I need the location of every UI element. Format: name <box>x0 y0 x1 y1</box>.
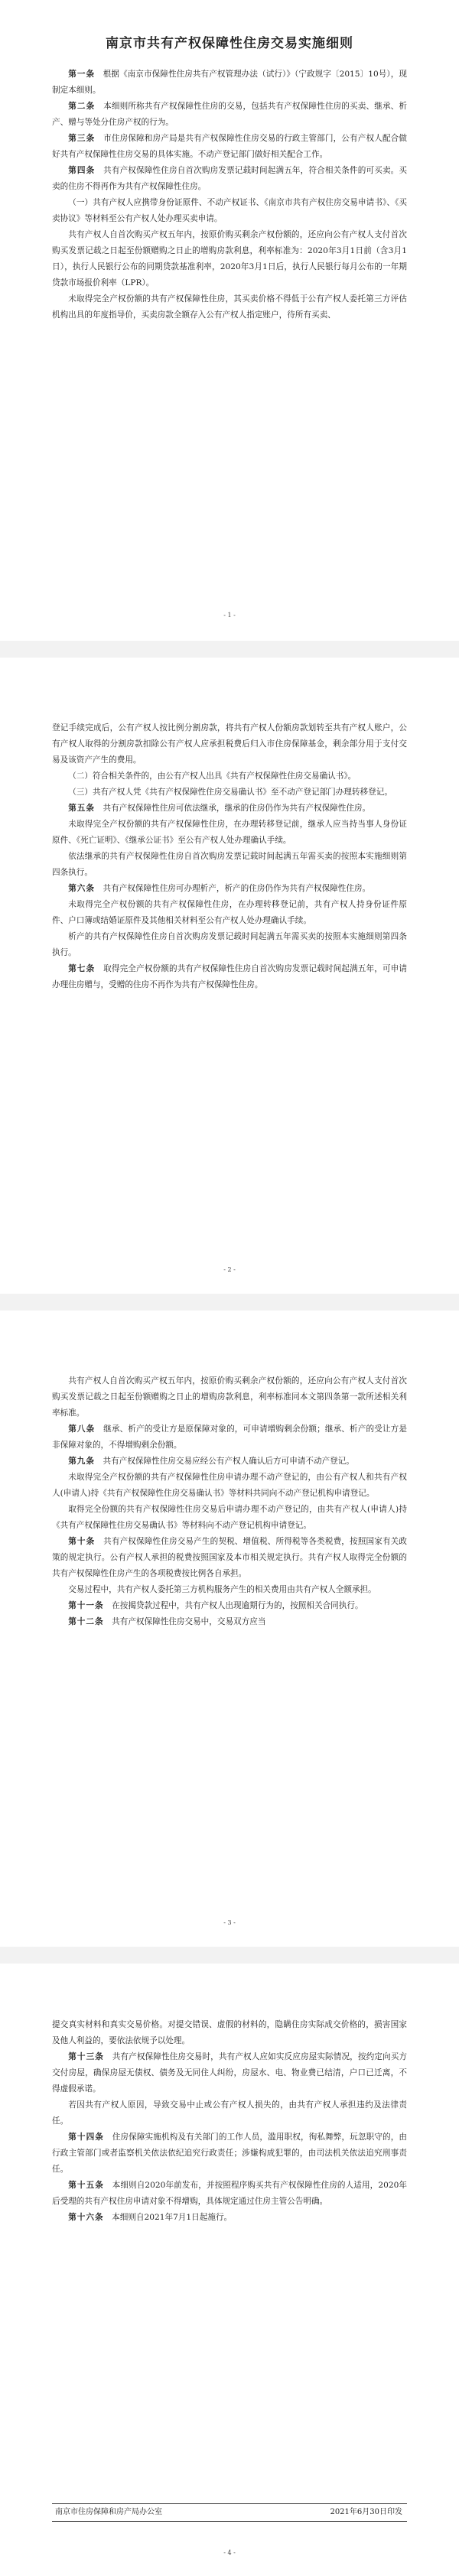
paragraph-text: 共有产权保障性住房交易时，共有产权人应如实反应房屋实际情况，按约定向买方交付房屋，确保房屋无债权、债务及无同住人纠纷，房屋水、电、物业费已结清，户口已迁离，不得虚假承诺。 <box>52 2052 408 2094</box>
paragraph-text: （一）共有产权人应携带身份证原件、不动产权证书、《南京市共有产权住房交易申请书》、《买卖协议》等材料至公有产权人处办理买卖申请。 <box>52 198 407 223</box>
paragraph-text: 根据《南京市保障性住房共有产权管理办法（试行）》（宁政规字〔2015〕10号），现制定本细则。 <box>52 70 408 95</box>
paragraph-text: 未取得完全产权份额的共有产权保障性住房，在办理转移登记前，共有产权人持身份证件原件、户口簿或结婚证原件及其他相关材料至公有产权人处办理确认手续。 <box>52 900 407 925</box>
body-paragraph <box>52 817 407 849</box>
article-paragraph <box>52 1421 407 1454</box>
paragraph-text: 本细则所称共有产权保障性住房的交易，包括共有产权保障性住房的买卖、继承、析产、赠与等处分住房产权的行为。 <box>52 102 408 127</box>
article-paragraph <box>52 2129 407 2178</box>
article-number: 第一条 <box>68 70 96 79</box>
body-paragraph <box>52 227 407 291</box>
paragraph-list <box>52 2017 407 2226</box>
document-title: 南京市共有产权保障性住房交易实施细则 <box>106 36 353 51</box>
body-paragraph <box>52 768 407 784</box>
article-number: 第十三条 <box>68 2052 105 2061</box>
page-content <box>52 1373 407 1630</box>
paragraph-text: 在按揭贷款过程中，共有产权人出现逾期行为的，按照相关合同执行。 <box>103 1601 363 1610</box>
body-paragraph <box>52 1470 407 1502</box>
page-number: - 2 - <box>223 1266 236 1273</box>
article-paragraph <box>52 801 407 817</box>
page-number: - 1 - <box>223 612 236 619</box>
paragraph-text: 共有产权人自首次购买产权五年内，按原价购买剩余产权份额的，还应向公有产权人支付首次购买发票记载之日起至份额赠购之日止的增购房款利息，利率标准为：2020年3月1日前（含3月1日），执行人民银行公布的同期贷款基准利率，2020年3月1日后，执行人民银行每月公布的一年期贷款市场报价利率（LPR）。 <box>52 230 407 287</box>
paragraph-text: （二）符合相关条件的，由公有产权人出具《共有产权保障性住房交易确认书》。 <box>68 772 356 781</box>
article-number: 第十条 <box>68 1537 96 1546</box>
paragraph-text: 市住房保障和房产局是共有产权保障性住房交易的行政主管部门，公有产权人配合做好共有产权保障性住房交易的具体实施。不动产登记部门做好相关配合工作。 <box>52 134 408 159</box>
article-paragraph <box>52 2178 407 2210</box>
body-paragraph <box>52 1502 407 1534</box>
paragraph-text: 析产的共有产权保障性住房自首次购房发票记载时间起满五年需买卖的按照本实施细则第四条执行。 <box>52 932 407 957</box>
article-number: 第十六条 <box>68 2213 104 2222</box>
body-paragraph <box>52 2017 407 2049</box>
paragraph-text: 依法继承的共有产权保障性住房自首次购房发票记载时间起满五年需买卖的按照本实施细则第四条执行。 <box>52 852 407 877</box>
paragraph-list <box>52 1373 407 1630</box>
article-paragraph <box>52 881 407 897</box>
article-paragraph <box>52 1598 407 1614</box>
paragraph-text: 继承、析产的受让方是原保障对象的，可申请增购剩余份额；继承、析产的受让方是非保障对象的，不得增购剩余份额。 <box>52 1424 408 1450</box>
issue-date: 2021年6月30日印发 <box>330 2508 402 2516</box>
paragraph-text: 登记手续完成后，公有产权人按比例分割房款，将共有产权人份额房款划转至共有产权人账户，公有产权人取得的分割房款扣除公有产权人应承担税费后归入市住房保障基金，剩余部分用于支付交易及该资产产生的费用。 <box>52 723 407 765</box>
article-number: 第十二条 <box>68 1617 104 1626</box>
article-paragraph <box>52 2210 407 2226</box>
article-number: 第六条 <box>68 884 95 893</box>
paragraph-text: 本细则自2020年前发布，并按照程序购买共有产权保障性住房的人适用，2020年后受理的共有产权住房申请对象不得增购，具体规定通过住房主管公告明确。 <box>52 2181 408 2206</box>
article-paragraph <box>52 2049 407 2097</box>
paragraph-text: 未取得完全产权份额的共有产权保障性住房，其买卖价格不得低于公有产权人委托第三方评估机构出具的年度指导价，买卖房款全额存入公有产权人指定账户，待所有买卖、 <box>52 294 407 320</box>
document-page-1 <box>0 0 459 641</box>
paragraph-text: 取得完全份额的共有产权保障性住房交易后申请办理不动产登记的，由共有产权人(申请人)持《共有产权保障性住房交易确认书》等材料向不动产登记机构申请登记。 <box>52 1505 407 1530</box>
article-paragraph <box>52 1534 407 1582</box>
article-number: 第十一条 <box>68 1601 104 1610</box>
paragraph-text: 共有产权保障性住房可依法继承，继承的住房仍作为共有产权保障性住房。 <box>94 804 371 813</box>
article-number: 第五条 <box>68 804 95 813</box>
paragraph-text: 本细则自2021年7月1日起施行。 <box>103 2213 233 2222</box>
article-number: 第十四条 <box>68 2133 105 2142</box>
article-paragraph <box>52 961 407 993</box>
article-paragraph <box>52 131 407 163</box>
body-paragraph <box>52 849 407 881</box>
document-page-2 <box>0 658 459 1294</box>
paragraph-text: （三）共有产权人凭《共有产权保障性住房交易确认书》至不动产登记部门办理转移登记。 <box>68 788 392 797</box>
document-page-3 <box>0 1311 459 1947</box>
article-number: 第七条 <box>68 964 96 973</box>
article-paragraph <box>52 67 407 99</box>
page-content <box>52 32 407 323</box>
paragraph-text: 未取得完全产权份额的共有产权保障性住房，在办理转移登记前，继承人应当持当事人身份证原件、《死亡证明》、《继承公证书》至公有产权人处办理确认手续。 <box>52 820 407 845</box>
page-number: - 3 - <box>223 1919 236 1926</box>
article-paragraph <box>52 99 407 131</box>
paragraph-text: 交易过程中，共有产权人委托第三方机构服务产生的相关费用由共有产权人全额承担。 <box>68 1585 376 1594</box>
article-paragraph <box>52 1614 407 1630</box>
document-page-4 <box>0 1964 459 2576</box>
body-paragraph <box>52 2097 407 2129</box>
body-paragraph <box>52 1373 407 1421</box>
article-number: 第八条 <box>68 1424 96 1434</box>
page-number: - 4 - <box>223 2549 236 2556</box>
article-number: 第十五条 <box>68 2181 104 2190</box>
issuer-name: 南京市住房保障和房产局办公室 <box>55 2508 162 2516</box>
paragraph-text: 若因共有产权人原因，导致交易中止或公有产权人损失的，由共有产权人承担违约及法律责任。 <box>52 2100 407 2126</box>
paragraph-text: 取得完全产权份额的共有产权保障性住房自首次购房发票记载时间起满五年，可申请办理住房赠与，受赠的住房不再作为共有产权保障性住房。 <box>52 964 408 989</box>
page-content <box>52 720 407 993</box>
paragraph-text: 提交真实材料和真实交易价格。对提交错误、虚假的材料的，隐瞒住房实际成交价格的，损害国家及他人利益的，要依法依规予以处理。 <box>52 2020 407 2045</box>
body-paragraph <box>52 720 407 768</box>
paragraph-text: 共有产权保障性住房自首次购房发票记载时间起满五年，符合相关条件的可买卖。买卖的住房不得再作为共有产权保障性住房。 <box>52 166 408 191</box>
paragraph-list <box>52 67 407 323</box>
paragraph-text: 共有产权保障性住房交易中，交易双方应当 <box>103 1617 266 1626</box>
article-paragraph <box>52 1454 407 1470</box>
paragraph-text: 住房保障实施机构及有关部门的工作人员，滥用职权，徇私舞弊，玩忽职守的，由行政主管部门或者监察机关依法依纪追究行政责任；涉嫌构成犯罪的，由司法机关依法追究刑事责任。 <box>52 2133 408 2174</box>
body-paragraph <box>52 929 407 961</box>
body-paragraph <box>52 1582 407 1598</box>
body-paragraph <box>52 195 407 227</box>
body-paragraph <box>52 784 407 801</box>
paragraph-list <box>52 720 407 993</box>
article-number: 第九条 <box>68 1457 95 1466</box>
issuance-footer <box>52 2503 407 2522</box>
paragraph-text: 未取得完全产权份额的共有产权保障性住房申请办理不动产登记的，由公有产权人和共有产权人(申请人)持《共有产权保障性住房交易确认书》等材料共同向不动产登记机构申请登记。 <box>52 1473 407 1498</box>
article-number: 第三条 <box>68 134 96 143</box>
paragraph-text: 共有产权人自首次购买产权五年内，按原价购买剩余产权份额的，还应向公有产权人支付首次购买发票记载之日起至份额赠购之日止的增购房款利息，利率标准同本文第四条第一款所述相关利率标准。 <box>52 1376 407 1418</box>
article-number: 第二条 <box>68 102 96 111</box>
paragraph-text: 共有产权保障性住房交易应经公有产权人确认后方可申请不动产登记。 <box>94 1457 354 1466</box>
paragraph-text: 共有产权保障性住房交易产生的契税、增值税、所得税等各类税费，按照国家有关政策的规定执行。公有产权人承担的税费按照国家及本市相关规定执行。共有产权人取得完全份额的共有产权保障性住房产生的各项税费按比例各自承担。 <box>52 1537 408 1578</box>
article-number: 第四条 <box>68 166 96 175</box>
body-paragraph <box>52 897 407 929</box>
paragraph-text: 共有产权保障性住房可办理析产，析产的住房仍作为共有产权保障性住房。 <box>94 884 371 893</box>
body-paragraph <box>52 291 407 323</box>
page-content <box>52 2017 407 2226</box>
article-paragraph <box>52 163 407 195</box>
